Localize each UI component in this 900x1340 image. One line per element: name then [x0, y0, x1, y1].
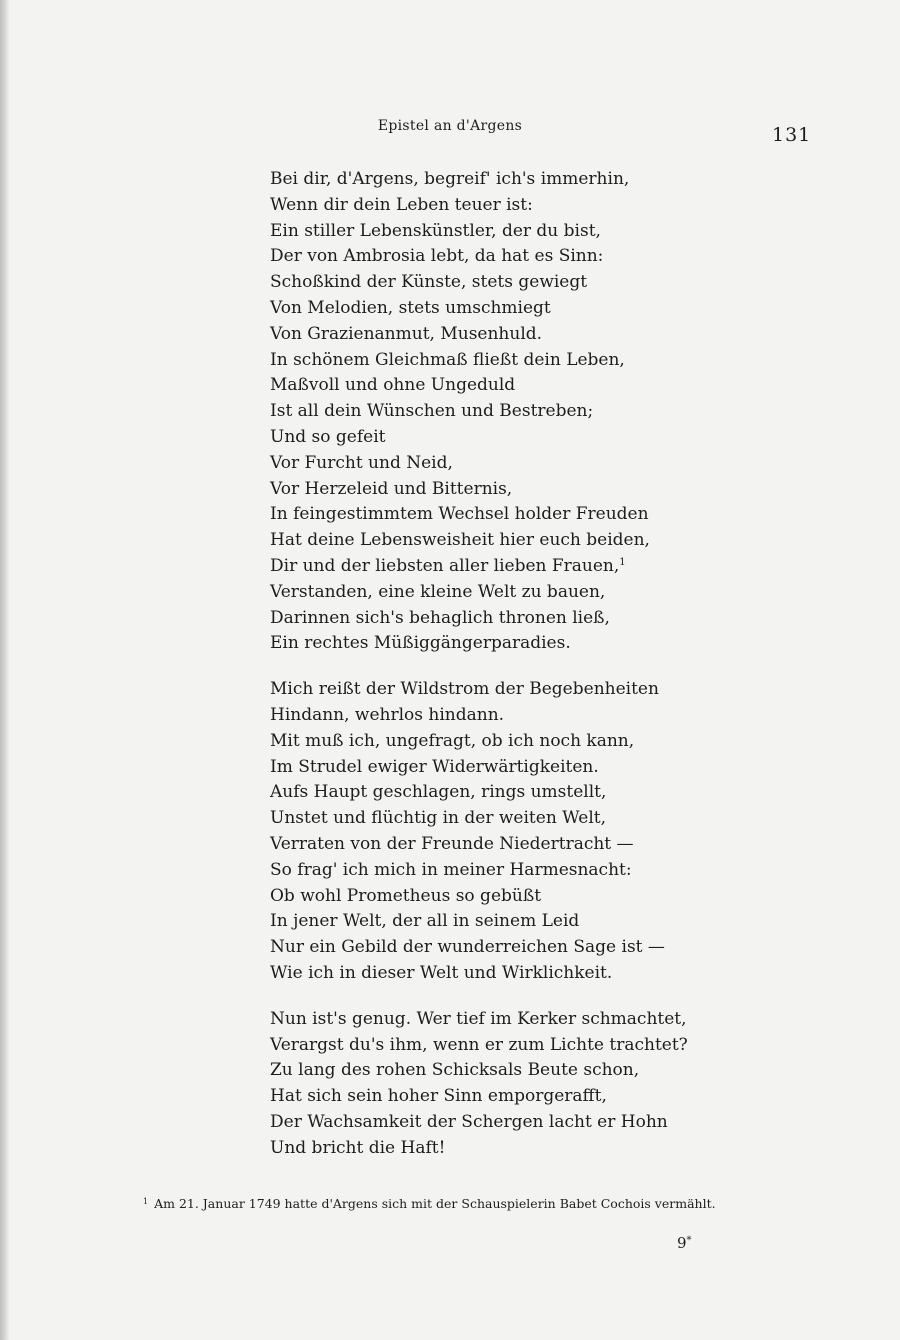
poem-line	[270, 1136, 670, 1162]
poem-line-text: Im Strudel ewiger Widerwärtigkeiten.	[270, 756, 599, 777]
poem-line	[270, 1058, 670, 1084]
poem-line-text: Verargst du's ihm, wenn er zum Lichte trachtet?	[270, 1034, 688, 1055]
poem-line-text: So frag' ich mich in meiner Harmesnacht:	[270, 859, 632, 880]
footnote-marker: 1	[143, 1197, 149, 1206]
poem-line	[270, 631, 670, 657]
poem-line	[270, 884, 670, 910]
poem-line-text: In feingestimmtem Wechsel holder Freuden	[270, 504, 649, 525]
poem-line	[270, 729, 670, 755]
poem-line	[270, 677, 670, 703]
poem-line	[270, 1110, 670, 1136]
poem-line	[270, 477, 670, 503]
poem-line	[270, 348, 670, 374]
poem-line-text: Hindann, wehrlos hindann.	[270, 704, 505, 725]
poem-line-text: Der von Ambrosia lebt, da hat es Sinn:	[270, 246, 604, 267]
poem-line-text: Von Grazienanmut, Musenhuld.	[270, 323, 543, 344]
poem-line	[270, 373, 670, 399]
poem-line	[270, 1007, 687, 1033]
poem-line-text: Mit muß ich, ungefragt, ob ich noch kann,	[270, 730, 635, 751]
poem-line-text: Ist all dein Wünschen und Bestreben;	[270, 401, 594, 422]
poem-line	[270, 1084, 670, 1110]
poem-line	[270, 961, 670, 987]
poem-line-text: Und bricht die Haft!	[270, 1137, 446, 1158]
poem-line-text: Maßvoll und ohne Ungeduld	[270, 375, 516, 396]
poem-line-text: Hat sich sein hoher Sinn emporgerafft,	[270, 1086, 607, 1107]
footnote-text: Am 21. Januar 1749 hatte d'Argens sich mit der Schauspielerin Babet Cochois vermählt.	[154, 1196, 716, 1211]
poem-line-text: Nun ist's genug. Wer tief im Kerker schmachtet,	[270, 1008, 687, 1029]
poem-line-text: Verstanden, eine kleine Welt zu bauen,	[270, 581, 606, 602]
poem-line	[270, 832, 670, 858]
poem-line	[270, 425, 670, 451]
poem-line	[270, 219, 670, 245]
poem-line-text: In jener Welt, der all in seinem Leid	[270, 911, 580, 932]
poem-line	[270, 935, 670, 961]
poem-line-text: Vor Herzeleid und Bitternis,	[270, 478, 513, 499]
poem-line	[270, 909, 670, 935]
poem-line-text: Aufs Haupt geschlagen, rings umstellt,	[270, 782, 607, 803]
poem-line-text: Darinnen sich's behaglich thronen ließ,	[270, 607, 610, 628]
footnote	[143, 1196, 716, 1211]
poem-line	[270, 554, 670, 580]
poem-line	[270, 580, 670, 606]
poem-line-text: Dir und der liebsten aller lieben Frauen,	[270, 555, 620, 576]
running-head: Epistel an d'Argens	[377, 118, 523, 134]
poem-line-text: Der Wachsamkeit der Schergen lacht er Hohn	[270, 1111, 668, 1132]
poem-line	[270, 755, 670, 781]
poem-line	[270, 1033, 688, 1059]
poem-line	[270, 270, 670, 296]
poem-line	[270, 528, 670, 554]
poem-line	[270, 322, 670, 348]
page-number: 131	[772, 124, 812, 146]
poem-line-text: Wie ich in dieser Welt und Wirklichkeit.	[270, 962, 613, 983]
poem-line	[270, 703, 670, 729]
footnote-reference: 1	[619, 556, 626, 568]
poem-line	[270, 806, 670, 832]
poem-line-text: Verraten von der Freunde Niedertracht —	[270, 833, 634, 854]
poem-line-text: Schoßkind der Künste, stets gewiegt	[270, 272, 588, 293]
poem-line	[270, 606, 670, 632]
poem-line	[270, 780, 670, 806]
poem-line	[270, 502, 670, 528]
poem-line-text: Ob wohl Prometheus so gebüßt	[270, 885, 542, 906]
poem-line-text: Nur ein Gebild der wunderreichen Sage ist —	[270, 937, 665, 958]
signature-asterisk: *	[686, 1235, 692, 1246]
poem-line-text: Und so gefeit	[270, 426, 386, 447]
stanza	[270, 677, 670, 987]
poem-line-text: Mich reißt der Wildstrom der Begebenheiten	[270, 679, 659, 700]
poem-line	[270, 244, 670, 270]
poem-line-text: In schönem Gleichmaß fließt dein Leben,	[270, 349, 625, 370]
signature-number: 9	[677, 1234, 687, 1252]
poem-line	[270, 193, 670, 219]
poem-line-text: Ein stiller Lebenskünstler, der du bist,	[270, 220, 601, 241]
poem-line-text: Ein rechtes Müßiggängerparadies.	[270, 633, 571, 654]
poem-line-text: Hat deine Lebensweisheit hier euch beiden,	[270, 530, 650, 551]
printer-signature-mark	[677, 1234, 692, 1252]
poem-line	[270, 167, 670, 193]
poem-body	[270, 167, 688, 1161]
poem-line	[270, 296, 670, 322]
page-edge-shadow	[0, 0, 9, 1340]
poem-line-text: Bei dir, d'Argens, begreif' ich's immerhin,	[270, 169, 630, 189]
poem-line	[270, 858, 670, 884]
poem-line-text: Unstet und flüchtig in der weiten Welt,	[270, 808, 606, 829]
stanza	[270, 167, 670, 657]
poem-line	[270, 399, 670, 425]
poem-line-text: Zu lang des rohen Schicksals Beute schon,	[270, 1060, 640, 1081]
stanza	[270, 1007, 688, 1162]
poem-line-text: Von Melodien, stets umschmiegt	[270, 297, 551, 318]
poem-line	[270, 451, 670, 477]
poem-line-text: Wenn dir dein Leben teuer ist:	[270, 194, 533, 215]
poem-line-text: Vor Furcht und Neid,	[270, 452, 453, 473]
